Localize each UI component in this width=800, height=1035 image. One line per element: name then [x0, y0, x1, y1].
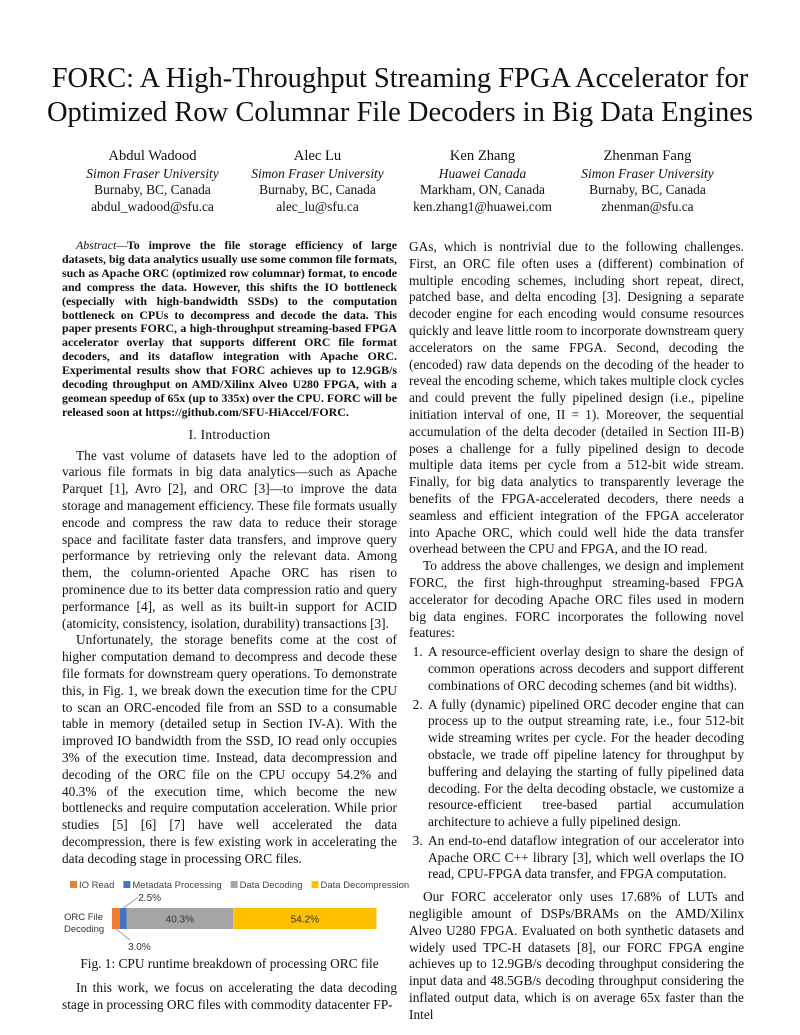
figure-caption: Fig. 1: CPU runtime breakdown of processing ORC file: [80, 955, 379, 971]
legend-swatch: [231, 881, 238, 888]
legend-swatch: [312, 881, 319, 888]
abstract: [62, 239, 397, 420]
section-title: Introduction: [200, 426, 271, 442]
author-block: [70, 148, 730, 215]
author-affiliation: Huawei Canada: [438, 165, 527, 181]
title-line-2: Optimized Row Columnar File Decoders in Big Data Engines: [46, 97, 754, 128]
author-email: alec_lu@sfu.ca: [276, 198, 359, 214]
data-label: 40.3%: [165, 914, 195, 925]
right-paragraph-3: Our FORC accelerator only uses 17.68% of LUTs and negligible amount of DSPs/BRAMs on the AMD/Xilinx Alveo U280 FPGA. Evaluated on both synthetic datasets and widely used TPC-H datasets [8], our FORC FPGA engine achieves up to 12.9GB/s decoding throughput considering the input data and 48.5GB/s decoding throughput considering the inflated output data, which is on average 65x faster than the Intel: [409, 889, 744, 1022]
leader-line: [123, 898, 137, 908]
author-email: zhenman@sfu.ca: [601, 198, 694, 214]
bar-segment: [112, 908, 120, 929]
legend-label: Data Decoding: [239, 879, 303, 891]
author-location: Burnaby, BC, Canada: [94, 182, 211, 197]
data-label: 3.0%: [127, 941, 151, 953]
section-heading: [62, 427, 397, 444]
author-3: [400, 148, 565, 215]
abstract-lead: Abstract—: [76, 238, 127, 252]
right-column: [409, 239, 744, 1024]
category-label: ORC File: [64, 911, 104, 923]
legend-label: Data Decompression: [320, 879, 410, 891]
bar-segment: [120, 908, 127, 929]
figure-1-chart: [62, 876, 410, 956]
legend-swatch: [70, 881, 77, 888]
leader-line: [116, 929, 130, 940]
author-2: [235, 148, 400, 215]
legend-label: Metadata Processing: [132, 879, 222, 891]
legend-swatch: [123, 881, 130, 888]
right-paragraph-2: To address the above challenges, we design and implement FORC, the first high-throughput streaming-based FPGA accelerator for decoding Apache ORC files used in modern big data engines. FORC incorporates the following novel features:: [409, 558, 744, 641]
left-column: [62, 238, 410, 1014]
contribution-list: [409, 644, 744, 883]
author-name: Zhenman Fang: [603, 148, 692, 164]
breakdown-chart-svg: [62, 876, 410, 956]
right-paragraph-1: GAs, which is nontrivial due to the following challenges. First, an ORC file often uses a (different) combination of multiple encoding schemes, including short repeat, direct, patched base, and delta encoding [3]. Designing a separate decoder engine for each encoding would consume resources quickly and leave little room to incorporate downstream query accelerators on the same FPGA. Second, decoding the (encoded) raw data depends on the decoding of the header to reveal the encoding scheme, which takes multiple clock cycles and could prevent the fully pipelined design (i.e., pipeline initiation interval of one, II = 1). Moreover, the sequential accumulation of the delta decoder (detailed in Section III-B) poses a challenge for a fully pipelined design to decode multiple data items per cycle from a 512-bit wide stream. Finally, for big data analytics to transparently leverage the benefits of the FPGA-accelerated decoders, there needs a seamless and efficient integration of the FPGA accelerator into Apache ORC, which could well hide the data transfer overhead between the CPU and FPGA, and the IO read.: [409, 239, 744, 557]
abstract-body: To improve the file storage efficiency of large datasets, big data analytics usually use some common file formats, such as Apache ORC (optimized row columnar) format, to encode and compress the data. However, this shifts the IO bottleneck (especially with high-bandwidth SSDs) to the computation bottleneck on CPUs to decompress and decode the data. This paper presents FORC, a high-throughput streaming-based FPGA accelerator overlay that supports different ORC file format decoders, and its dataflow integration with Apache ORC. Experimental results show that FORC achieves up to 12.9GB/s decoding throughput on AMD/Xilinx Alveo U280 FPGA, with a geomean speedup of 65x (up to 335x) over the CPU. FORC will be released soon at https://github.com/SFU-HiAccel/FORC.: [62, 238, 397, 419]
author-affiliation: Simon Fraser University: [581, 165, 714, 181]
author-name: Abdul Wadood: [108, 148, 197, 164]
intro-paragraph-2: Unfortunately, the storage benefits come at the cost of higher computation demand to decompress and decode these file formats for downstream query operations. To demonstrate this, in Fig. 1, we break down the execution time for the CPU to scan an ORC-encoded file from an SSD to a consumable table in memory (detailed setup in Section IV-A). With the improved IO bandwidth from the SSD, IO read only occupies 3% of the execution time. Instead, data decompression and decoding of the ORC file on the CPU occupy 54.2% and 40.3% of the execution time, which become the new bottlenecks and require computation acceleration. While prior studies [5] [6] [7] have well accelerated the data decompression, there is few existing work in accelerating the data decoding stage in processing ORC files.: [62, 632, 397, 866]
author-name: Ken Zhang: [449, 148, 516, 164]
author-email: abdul_wadood@sfu.ca: [91, 198, 214, 214]
intro-paragraph-3: In this work, we focus on accelerating the data decoding stage in processing ORC files with commodity datacenter FP-: [62, 980, 397, 1013]
paper-title: [40, 62, 760, 130]
contribution-item: 1. A resource-efficient overlay design to share the design of common operations across decoders and support different combinations of ORC decoding schemes (and bit widths).: [426, 644, 744, 694]
author-name: Alec Lu: [293, 148, 342, 164]
data-label: 54.2%: [290, 914, 320, 925]
legend-label: IO Read: [79, 879, 115, 891]
contribution-item: 3. An end-to-end dataflow integration of our accelerator into Apache ORC C++ library [3], which well overlaps the IO read, CPU-FPGA data transfer, and FPGA computation.: [426, 833, 744, 883]
author-email: ken.zhang1@huawei.com: [413, 198, 552, 214]
intro-paragraph-1: The vast volume of datasets have led to the adoption of various file formats in big data analytics—such as Apache Parquet [1], Avro [2], and ORC [3]—to improve the data storage and management efficiency. These file formats usually encode and compress the raw data to reduce their storage space and facilitate faster data transfers, and improve query performance by retrieving only the relevant data. Among them, the column-oriented Apache ORC has risen to prominence due to its better data compression ratio and query performance [4], as well as its built-in support for ACID (atomicity, consistency, isolation, durability) transactions [3].: [62, 447, 397, 631]
data-label: 2.5%: [138, 892, 162, 904]
author-location: Burnaby, BC, Canada: [589, 182, 706, 197]
author-1: [70, 148, 235, 215]
author-affiliation: Simon Fraser University: [86, 165, 219, 181]
title-line-1: FORC: A High-Throughput Streaming FPGA Accelerator for: [51, 63, 749, 94]
author-location: Markham, ON, Canada: [420, 182, 545, 197]
author-affiliation: Simon Fraser University: [251, 165, 384, 181]
category-label: Decoding: [64, 923, 105, 935]
section-number: I.: [188, 426, 201, 442]
author-4: [565, 148, 730, 215]
contribution-item: 2. A fully (dynamic) pipelined ORC decoder engine that can process up to the output streaming rate, i.e., four 512-bit wide streaming writes per cycle. For the header decoding obstacle, we trade off pipeline latency for throughput by buffering and delaying the starting of fully pipelined data decoding. For the delta decoding obstacle, we customize a resource-efficient tree-based partial accumulation architecture to achieve a fully pipelined design.: [426, 697, 744, 831]
author-location: Burnaby, BC, Canada: [259, 182, 376, 197]
